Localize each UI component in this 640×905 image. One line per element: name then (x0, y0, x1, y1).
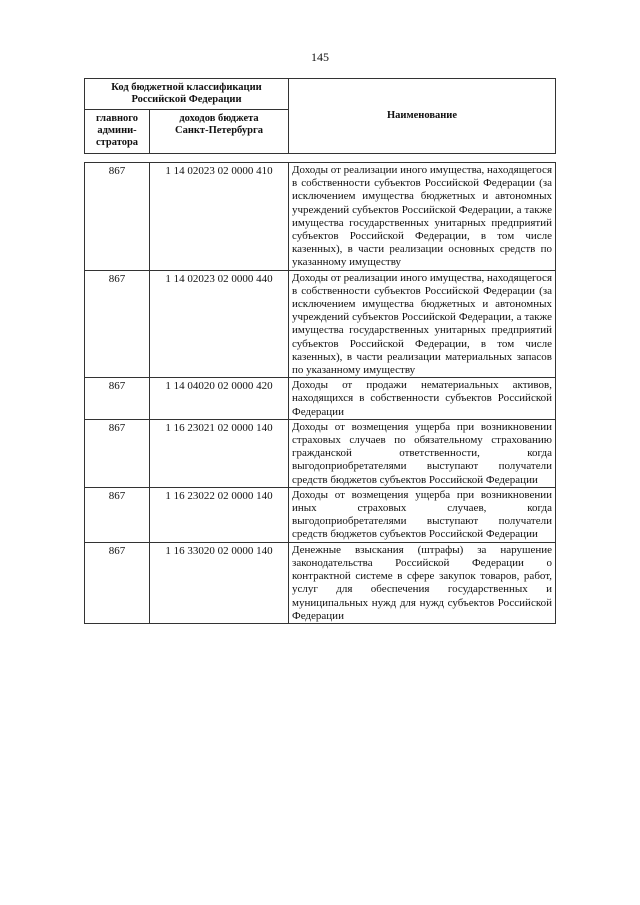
name-cell (289, 487, 556, 542)
admin-code-cell: 867 (85, 419, 150, 487)
admin-code-cell: 867 (85, 270, 150, 378)
budget-code-cell: 1 14 02023 02 0000 440 (150, 270, 289, 378)
budget-code-cell: 1 16 23022 02 0000 140 (150, 487, 289, 542)
admin-code-cell: 867 (85, 487, 150, 542)
name-cell (289, 163, 556, 271)
name-text: Доходы от реализации иного имущества, находящегося в собственности субъектов Российской Федерации (за исключением имущества бюджетных и автономных учреждений субъектов Российской Федерации, а также имущества государственных унитарных предприятий субъектов Российской Федерации, в том числе казенных), в части реализации материальных запасов по указанному имуществу (292, 271, 553, 377)
name-text: Доходы от продажи нематериальных активов, находящихся в собственности субъектов Российской Федерации (292, 379, 552, 418)
table-row (85, 487, 556, 542)
header-group-line1: Код бюджетной классификации (111, 82, 262, 93)
budget-code-cell: 1 14 04020 02 0000 420 (150, 378, 289, 420)
header-name-column: Наименование (289, 79, 556, 154)
header-group-budget-code (85, 79, 289, 110)
name-cell (289, 378, 556, 420)
table-row (85, 270, 556, 378)
admin-code-cell: 867 (85, 542, 150, 623)
name-cell (289, 542, 556, 623)
budget-code-cell: 1 14 02023 02 0000 410 (150, 163, 289, 271)
budget-code-cell: 1 16 33020 02 0000 140 (150, 542, 289, 623)
name-text: Доходы от реализации иного имущества, находящегося в собственности субъектов Российской Федерации (за исключением имущества бюджетных и автономных учреждений субъектов Российской Федерации, а также имущества государственных унитарных предприятий субъектов Российской Федерации, в том числе казенных), в части реализации основных средств по указанному имуществу (292, 164, 553, 269)
table-row (85, 419, 556, 487)
table-row (85, 542, 556, 623)
name-text: Денежные взыскания (штрафы) за нарушение законодательства Российской Федерации о контрактной системе в сфере закупок товаров, работ, услуг для обеспечения государственных и муниципальных нужд для нужд субъектов Российской Федерации (292, 543, 552, 622)
budget-code-cell: 1 16 23021 02 0000 140 (150, 419, 289, 487)
name-cell (289, 270, 556, 378)
name-cell (289, 419, 556, 487)
admin-code-cell: 867 (85, 163, 150, 271)
name-text: Доходы от возмещения ущерба при возникновении иных страховых случаев, когда выгодоприобретателями выступают получатели средств бюджетов субъектов Российской Федерации (292, 488, 552, 541)
table-row (85, 378, 556, 420)
name-text: Доходы от возмещения ущерба при возникновении страховых случаев по обязательному страхованию гражданской ответственности, когда выгодоприобретателями выступают получатели средств бюджетов субъектов Российской Федерации (292, 420, 552, 486)
page-number: 145 (311, 50, 329, 64)
table-row (85, 163, 556, 271)
header-group-line2: Российской Федерации (131, 94, 242, 105)
header-admin-column: главного админи- стратора (85, 110, 150, 154)
table-header (84, 78, 556, 154)
admin-code-cell: 867 (85, 378, 150, 420)
income-table (84, 162, 556, 624)
header-code-column: доходов бюджета Санкт-Петербурга (150, 110, 289, 154)
